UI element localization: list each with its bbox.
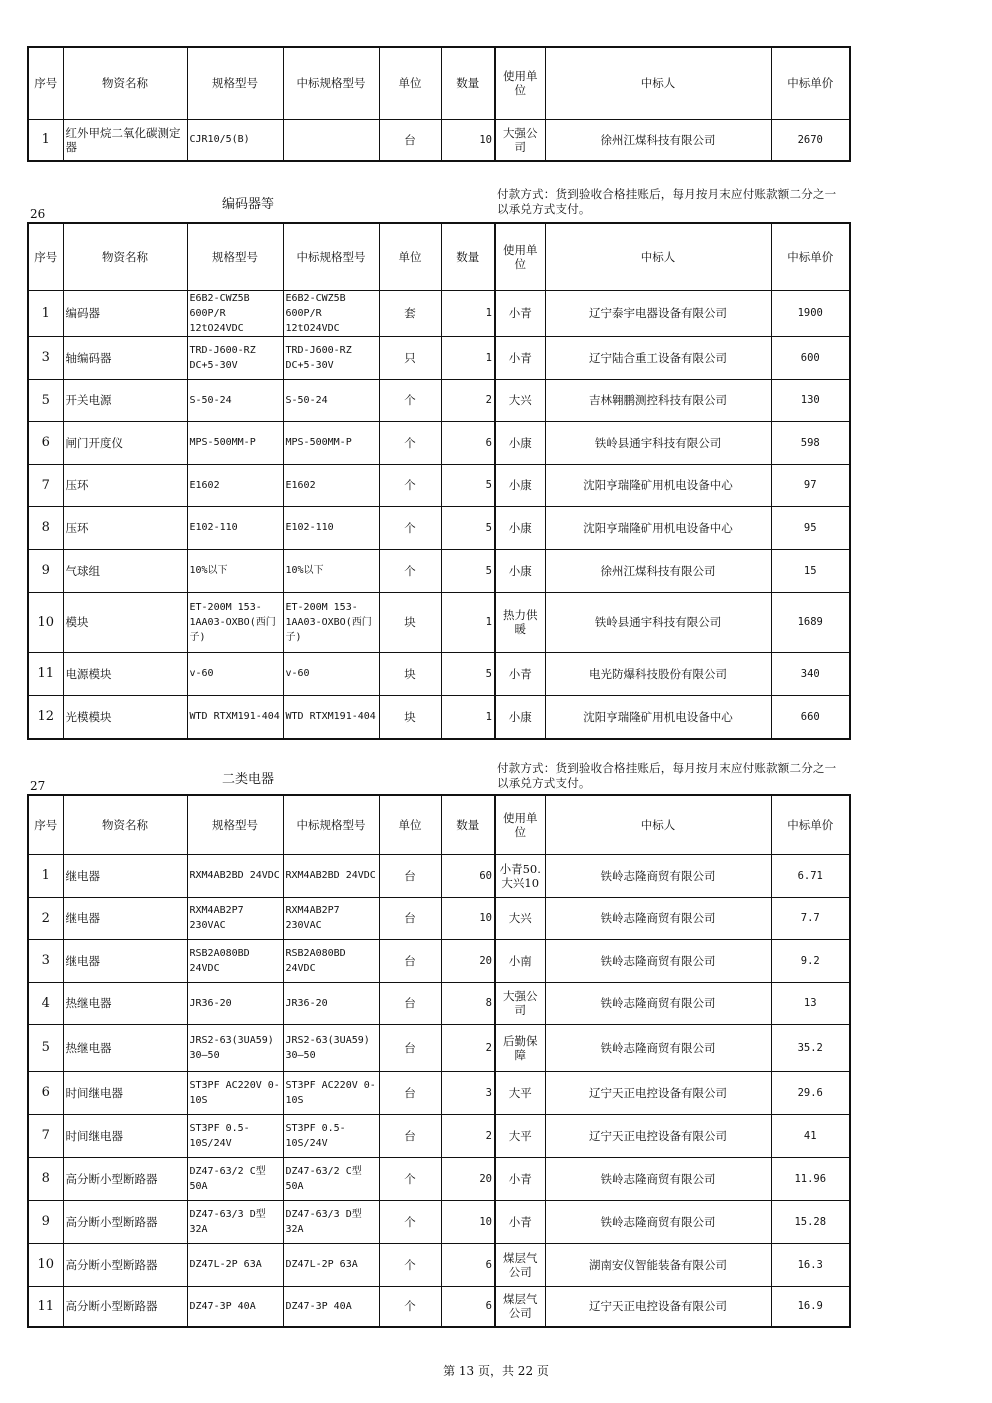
table-row (28, 421, 850, 464)
cell-winner: 铁岭志隆商贸有限公司 (545, 854, 771, 897)
cell-name: 压环 (63, 464, 187, 506)
table-row (28, 464, 850, 506)
cell-winner: 沈阳亨瑞隆矿用机电设备中心 (545, 506, 771, 549)
table-row (28, 1286, 850, 1327)
cell-spec: TRD-J600-RZ DC+5-30V (187, 336, 283, 379)
cell-bid-spec: DZ47-63/2 C型 50A (283, 1157, 379, 1200)
cell-bid-spec: ST3PF AC220V 0-10S (283, 1071, 379, 1114)
cell-user: 大平 (495, 1071, 545, 1114)
header-spec: 规格型号 (187, 47, 283, 119)
table-row (28, 939, 850, 982)
header-price: 中标单价 (771, 47, 850, 119)
cell-qty: 10 (441, 1200, 495, 1243)
cell-bid-spec: DZ47-3P 40A (283, 1286, 379, 1327)
cell-spec: DZ47-63/2 C型 50A (187, 1157, 283, 1200)
cell-price: 16.9 (771, 1286, 850, 1327)
cell-bid-spec: TRD-J600-RZ DC+5-30V (283, 336, 379, 379)
cell-unit: 个 (379, 1200, 441, 1243)
header-name: 物资名称 (63, 47, 187, 119)
cell-winner: 铁岭志隆商贸有限公司 (545, 982, 771, 1024)
cell-unit: 只 (379, 336, 441, 379)
cell-name: 高分断小型断路器 (63, 1157, 187, 1200)
header-bid-spec: 中标规格型号 (283, 47, 379, 119)
cell-qty: 1 (441, 290, 495, 336)
header-no: 序号 (28, 223, 63, 290)
cell-winner: 辽宁陆合重工设备有限公司 (545, 336, 771, 379)
cell-spec: ET-200M 153-1AA03-OXBO(西门子) (187, 592, 283, 652)
cell-user: 小青 (495, 290, 545, 336)
table-row (28, 1114, 850, 1157)
cell-price: 16.3 (771, 1243, 850, 1286)
cell-winner: 电光防爆科技股份有限公司 (545, 652, 771, 695)
table-row (28, 379, 850, 421)
cell-user: 小南 (495, 939, 545, 982)
cell-qty: 1 (441, 592, 495, 652)
cell-spec: JRS2-63(3UA59) 30—50 (187, 1024, 283, 1071)
cell-spec: v-60 (187, 652, 283, 695)
cell-user: 煤层气公司 (495, 1286, 545, 1327)
header-winner: 中标人 (545, 795, 771, 854)
cell-winner: 沈阳亨瑞隆矿用机电设备中心 (545, 695, 771, 739)
header-price: 中标单价 (771, 223, 850, 290)
cell-user: 小青 (495, 1157, 545, 1200)
cell-winner: 辽宁天正电控设备有限公司 (545, 1114, 771, 1157)
table-row (28, 549, 850, 592)
cell-unit: 台 (379, 1071, 441, 1114)
cell-name: 继电器 (63, 897, 187, 939)
cell-no: 7 (28, 1114, 63, 1157)
cell-price: 9.2 (771, 939, 850, 982)
cell-winner: 铁岭志隆商贸有限公司 (545, 1157, 771, 1200)
cell-qty: 6 (441, 1286, 495, 1327)
cell-winner: 辽宁泰宇电器设备有限公司 (545, 290, 771, 336)
header-user: 使用单位 (495, 47, 545, 119)
table-row (28, 652, 850, 695)
procurement-table-section-26 (27, 222, 851, 740)
cell-name: 时间继电器 (63, 1071, 187, 1114)
cell-price: 6.71 (771, 854, 850, 897)
cell-unit: 个 (379, 1243, 441, 1286)
cell-user: 大兴 (495, 379, 545, 421)
payment-terms: 付款方式：货到验收合格挂账后，每月按月末应付账款额二分之一以承兑方式支付。 (497, 761, 837, 790)
cell-user: 小青 (495, 652, 545, 695)
cell-name: 气球组 (63, 549, 187, 592)
cell-qty: 1 (441, 695, 495, 739)
cell-qty: 2 (441, 1114, 495, 1157)
cell-qty: 6 (441, 421, 495, 464)
cell-price: 35.2 (771, 1024, 850, 1071)
cell-unit: 块 (379, 695, 441, 739)
header-qty: 数量 (441, 795, 495, 854)
cell-qty: 20 (441, 939, 495, 982)
cell-bid-spec (283, 119, 379, 161)
cell-unit: 个 (379, 1157, 441, 1200)
table-row (28, 695, 850, 739)
header-no: 序号 (28, 47, 63, 119)
cell-name: 热继电器 (63, 1024, 187, 1071)
cell-no: 8 (28, 1157, 63, 1200)
cell-user: 小青 (495, 336, 545, 379)
header-qty: 数量 (441, 47, 495, 119)
cell-bid-spec: ST3PF 0.5-10S/24V (283, 1114, 379, 1157)
cell-no: 6 (28, 1071, 63, 1114)
cell-no: 5 (28, 379, 63, 421)
cell-no: 12 (28, 695, 63, 739)
cell-no: 10 (28, 592, 63, 652)
cell-unit: 个 (379, 379, 441, 421)
table-row (28, 592, 850, 652)
table-row (28, 336, 850, 379)
page-footer: 第 13 页，共 22 页 (443, 1364, 549, 1378)
cell-name: 模块 (63, 592, 187, 652)
cell-user: 后勤保障 (495, 1024, 545, 1071)
cell-winner: 铁岭县通宇科技有限公司 (545, 421, 771, 464)
cell-winner: 铁岭志隆商贸有限公司 (545, 1024, 771, 1071)
cell-bid-spec: MPS-500MM-P (283, 421, 379, 464)
header-name: 物资名称 (63, 795, 187, 854)
cell-price: 2670 (771, 119, 850, 161)
cell-user: 大强公司 (495, 982, 545, 1024)
cell-spec: MPS-500MM-P (187, 421, 283, 464)
header-user: 使用单位 (495, 795, 545, 854)
cell-bid-spec: RSB2A080BD 24VDC (283, 939, 379, 982)
cell-qty: 2 (441, 379, 495, 421)
cell-user: 大平 (495, 1114, 545, 1157)
cell-spec: WTD RTXM191-404 (187, 695, 283, 739)
cell-bid-spec: RXM4AB2P7 230VAC (283, 897, 379, 939)
cell-user: 小康 (495, 464, 545, 506)
cell-name: 高分断小型断路器 (63, 1200, 187, 1243)
cell-qty: 1 (441, 336, 495, 379)
cell-spec: DZ47L-2P 63A (187, 1243, 283, 1286)
header-unit: 单位 (379, 47, 441, 119)
cell-no: 9 (28, 549, 63, 592)
cell-price: 11.96 (771, 1157, 850, 1200)
cell-bid-spec: ET-200M 153-1AA03-OXBO(西门子) (283, 592, 379, 652)
cell-name: 编码器 (63, 290, 187, 336)
cell-bid-spec: S-50-24 (283, 379, 379, 421)
cell-name: 轴编码器 (63, 336, 187, 379)
cell-spec: RXM4AB2BD 24VDC (187, 854, 283, 897)
cell-qty: 8 (441, 982, 495, 1024)
table-row (28, 1071, 850, 1114)
cell-qty: 5 (441, 549, 495, 592)
cell-no: 1 (28, 119, 63, 161)
header-qty: 数量 (441, 223, 495, 290)
cell-price: 7.7 (771, 897, 850, 939)
cell-price: 598 (771, 421, 850, 464)
cell-no: 1 (28, 854, 63, 897)
cell-user: 小康 (495, 506, 545, 549)
cell-unit: 个 (379, 464, 441, 506)
cell-user: 煤层气公司 (495, 1243, 545, 1286)
cell-no: 2 (28, 897, 63, 939)
cell-winner: 铁岭志隆商贸有限公司 (545, 897, 771, 939)
cell-unit: 台 (379, 897, 441, 939)
cell-unit: 台 (379, 1024, 441, 1071)
cell-spec: ST3PF 0.5-10S/24V (187, 1114, 283, 1157)
section-title: 编码器等 (222, 197, 275, 212)
cell-user: 大兴 (495, 897, 545, 939)
cell-qty: 5 (441, 464, 495, 506)
table-header-row (28, 223, 850, 290)
cell-spec: RXM4AB2P7 230VAC (187, 897, 283, 939)
cell-no: 9 (28, 1200, 63, 1243)
procurement-table-top (27, 46, 851, 162)
cell-no: 1 (28, 290, 63, 336)
table-row (28, 1024, 850, 1071)
cell-unit: 个 (379, 421, 441, 464)
cell-user: 小康 (495, 421, 545, 464)
header-winner: 中标人 (545, 223, 771, 290)
cell-no: 3 (28, 939, 63, 982)
cell-unit: 台 (379, 119, 441, 161)
cell-winner: 辽宁天正电控设备有限公司 (545, 1286, 771, 1327)
cell-bid-spec: 10%以下 (283, 549, 379, 592)
cell-bid-spec: E6B2-CWZ5B 600P/R 12tO24VDC (283, 290, 379, 336)
cell-user: 小青 (495, 1200, 545, 1243)
cell-unit: 台 (379, 982, 441, 1024)
cell-winner: 沈阳亨瑞隆矿用机电设备中心 (545, 464, 771, 506)
cell-price: 15 (771, 549, 850, 592)
cell-qty: 2 (441, 1024, 495, 1071)
cell-user: 热力供暖 (495, 592, 545, 652)
header-spec: 规格型号 (187, 795, 283, 854)
cell-qty: 5 (441, 506, 495, 549)
cell-winner: 辽宁天正电控设备有限公司 (545, 1071, 771, 1114)
cell-name: 高分断小型断路器 (63, 1286, 187, 1327)
cell-spec: DZ47-3P 40A (187, 1286, 283, 1327)
cell-bid-spec: JR36-20 (283, 982, 379, 1024)
table-row (28, 982, 850, 1024)
cell-price: 600 (771, 336, 850, 379)
cell-no: 11 (28, 652, 63, 695)
cell-user: 大强公司 (495, 119, 545, 161)
section-number: 26 (30, 207, 46, 221)
cell-spec: DZ47-63/3 D型 32A (187, 1200, 283, 1243)
table-row (28, 1243, 850, 1286)
table-row (28, 854, 850, 897)
cell-bid-spec: JRS2-63(3UA59) 30—50 (283, 1024, 379, 1071)
cell-spec: ST3PF AC220V 0-10S (187, 1071, 283, 1114)
header-unit: 单位 (379, 795, 441, 854)
cell-qty: 60 (441, 854, 495, 897)
cell-no: 11 (28, 1286, 63, 1327)
cell-spec: CJR10/5(B) (187, 119, 283, 161)
cell-no: 8 (28, 506, 63, 549)
header-unit: 单位 (379, 223, 441, 290)
cell-price: 41 (771, 1114, 850, 1157)
cell-winner: 铁岭县通宇科技有限公司 (545, 592, 771, 652)
table-row (28, 119, 850, 161)
cell-winner: 铁岭志隆商贸有限公司 (545, 939, 771, 982)
cell-unit: 块 (379, 592, 441, 652)
cell-bid-spec: DZ47-63/3 D型 32A (283, 1200, 379, 1243)
table-row (28, 1157, 850, 1200)
cell-price: 340 (771, 652, 850, 695)
cell-price: 29.6 (771, 1071, 850, 1114)
cell-no: 5 (28, 1024, 63, 1071)
cell-name: 电源模块 (63, 652, 187, 695)
cell-winner: 吉林翱鹏测控科技有限公司 (545, 379, 771, 421)
cell-name: 红外甲烷二氧化碳测定器 (63, 119, 187, 161)
procurement-table-section-27 (27, 794, 851, 1328)
cell-unit: 个 (379, 549, 441, 592)
cell-spec: RSB2A080BD 24VDC (187, 939, 283, 982)
header-bid-spec: 中标规格型号 (283, 795, 379, 854)
cell-unit: 台 (379, 854, 441, 897)
cell-qty: 3 (441, 1071, 495, 1114)
cell-unit: 台 (379, 1114, 441, 1157)
header-winner: 中标人 (545, 47, 771, 119)
payment-terms: 付款方式：货到验收合格挂账后，每月按月末应付账款额二分之一以承兑方式支付。 (497, 187, 837, 216)
cell-price: 660 (771, 695, 850, 739)
cell-spec: 10%以下 (187, 549, 283, 592)
cell-qty: 10 (441, 897, 495, 939)
cell-winner: 铁岭志隆商贸有限公司 (545, 1200, 771, 1243)
table-row (28, 506, 850, 549)
cell-spec: E6B2-CWZ5B 600P/R 12tO24VDC (187, 290, 283, 336)
cell-bid-spec: v-60 (283, 652, 379, 695)
cell-spec: S-50-24 (187, 379, 283, 421)
header-bid-spec: 中标规格型号 (283, 223, 379, 290)
cell-unit: 个 (379, 506, 441, 549)
cell-unit: 套 (379, 290, 441, 336)
cell-name: 闸门开度仪 (63, 421, 187, 464)
cell-name: 压环 (63, 506, 187, 549)
cell-bid-spec: E102-110 (283, 506, 379, 549)
cell-name: 时间继电器 (63, 1114, 187, 1157)
cell-no: 3 (28, 336, 63, 379)
section-number: 27 (30, 779, 46, 793)
cell-spec: JR36-20 (187, 982, 283, 1024)
header-spec: 规格型号 (187, 223, 283, 290)
cell-bid-spec: E1602 (283, 464, 379, 506)
cell-price: 15.28 (771, 1200, 850, 1243)
cell-unit: 个 (379, 1286, 441, 1327)
cell-user: 小青50.大兴10 (495, 854, 545, 897)
cell-winner: 徐州江煤科技有限公司 (545, 119, 771, 161)
cell-name: 热继电器 (63, 982, 187, 1024)
cell-no: 6 (28, 421, 63, 464)
header-user: 使用单位 (495, 223, 545, 290)
cell-winner: 徐州江煤科技有限公司 (545, 549, 771, 592)
cell-name: 继电器 (63, 939, 187, 982)
table-row (28, 1200, 850, 1243)
cell-price: 130 (771, 379, 850, 421)
header-no: 序号 (28, 795, 63, 854)
cell-name: 高分断小型断路器 (63, 1243, 187, 1286)
cell-winner: 湖南安仪智能装备有限公司 (545, 1243, 771, 1286)
cell-spec: E1602 (187, 464, 283, 506)
cell-qty: 20 (441, 1157, 495, 1200)
cell-no: 7 (28, 464, 63, 506)
cell-spec: E102-110 (187, 506, 283, 549)
cell-price: 95 (771, 506, 850, 549)
cell-qty: 5 (441, 652, 495, 695)
cell-name: 开关电源 (63, 379, 187, 421)
cell-no: 10 (28, 1243, 63, 1286)
cell-name: 光模模块 (63, 695, 187, 739)
cell-bid-spec: WTD RTXM191-404 (283, 695, 379, 739)
cell-user: 小康 (495, 695, 545, 739)
cell-qty: 10 (441, 119, 495, 161)
section-title: 二类电器 (222, 772, 275, 787)
cell-name: 继电器 (63, 854, 187, 897)
cell-unit: 块 (379, 652, 441, 695)
cell-qty: 6 (441, 1243, 495, 1286)
cell-price: 1900 (771, 290, 850, 336)
table-row (28, 897, 850, 939)
cell-bid-spec: DZ47L-2P 63A (283, 1243, 379, 1286)
cell-user: 小康 (495, 549, 545, 592)
cell-no: 4 (28, 982, 63, 1024)
table-header-row (28, 795, 850, 854)
cell-price: 13 (771, 982, 850, 1024)
table-row (28, 290, 850, 336)
cell-unit: 台 (379, 939, 441, 982)
header-price: 中标单价 (771, 795, 850, 854)
table-header-row (28, 47, 850, 119)
cell-price: 1689 (771, 592, 850, 652)
header-name: 物资名称 (63, 223, 187, 290)
cell-price: 97 (771, 464, 850, 506)
cell-bid-spec: RXM4AB2BD 24VDC (283, 854, 379, 897)
